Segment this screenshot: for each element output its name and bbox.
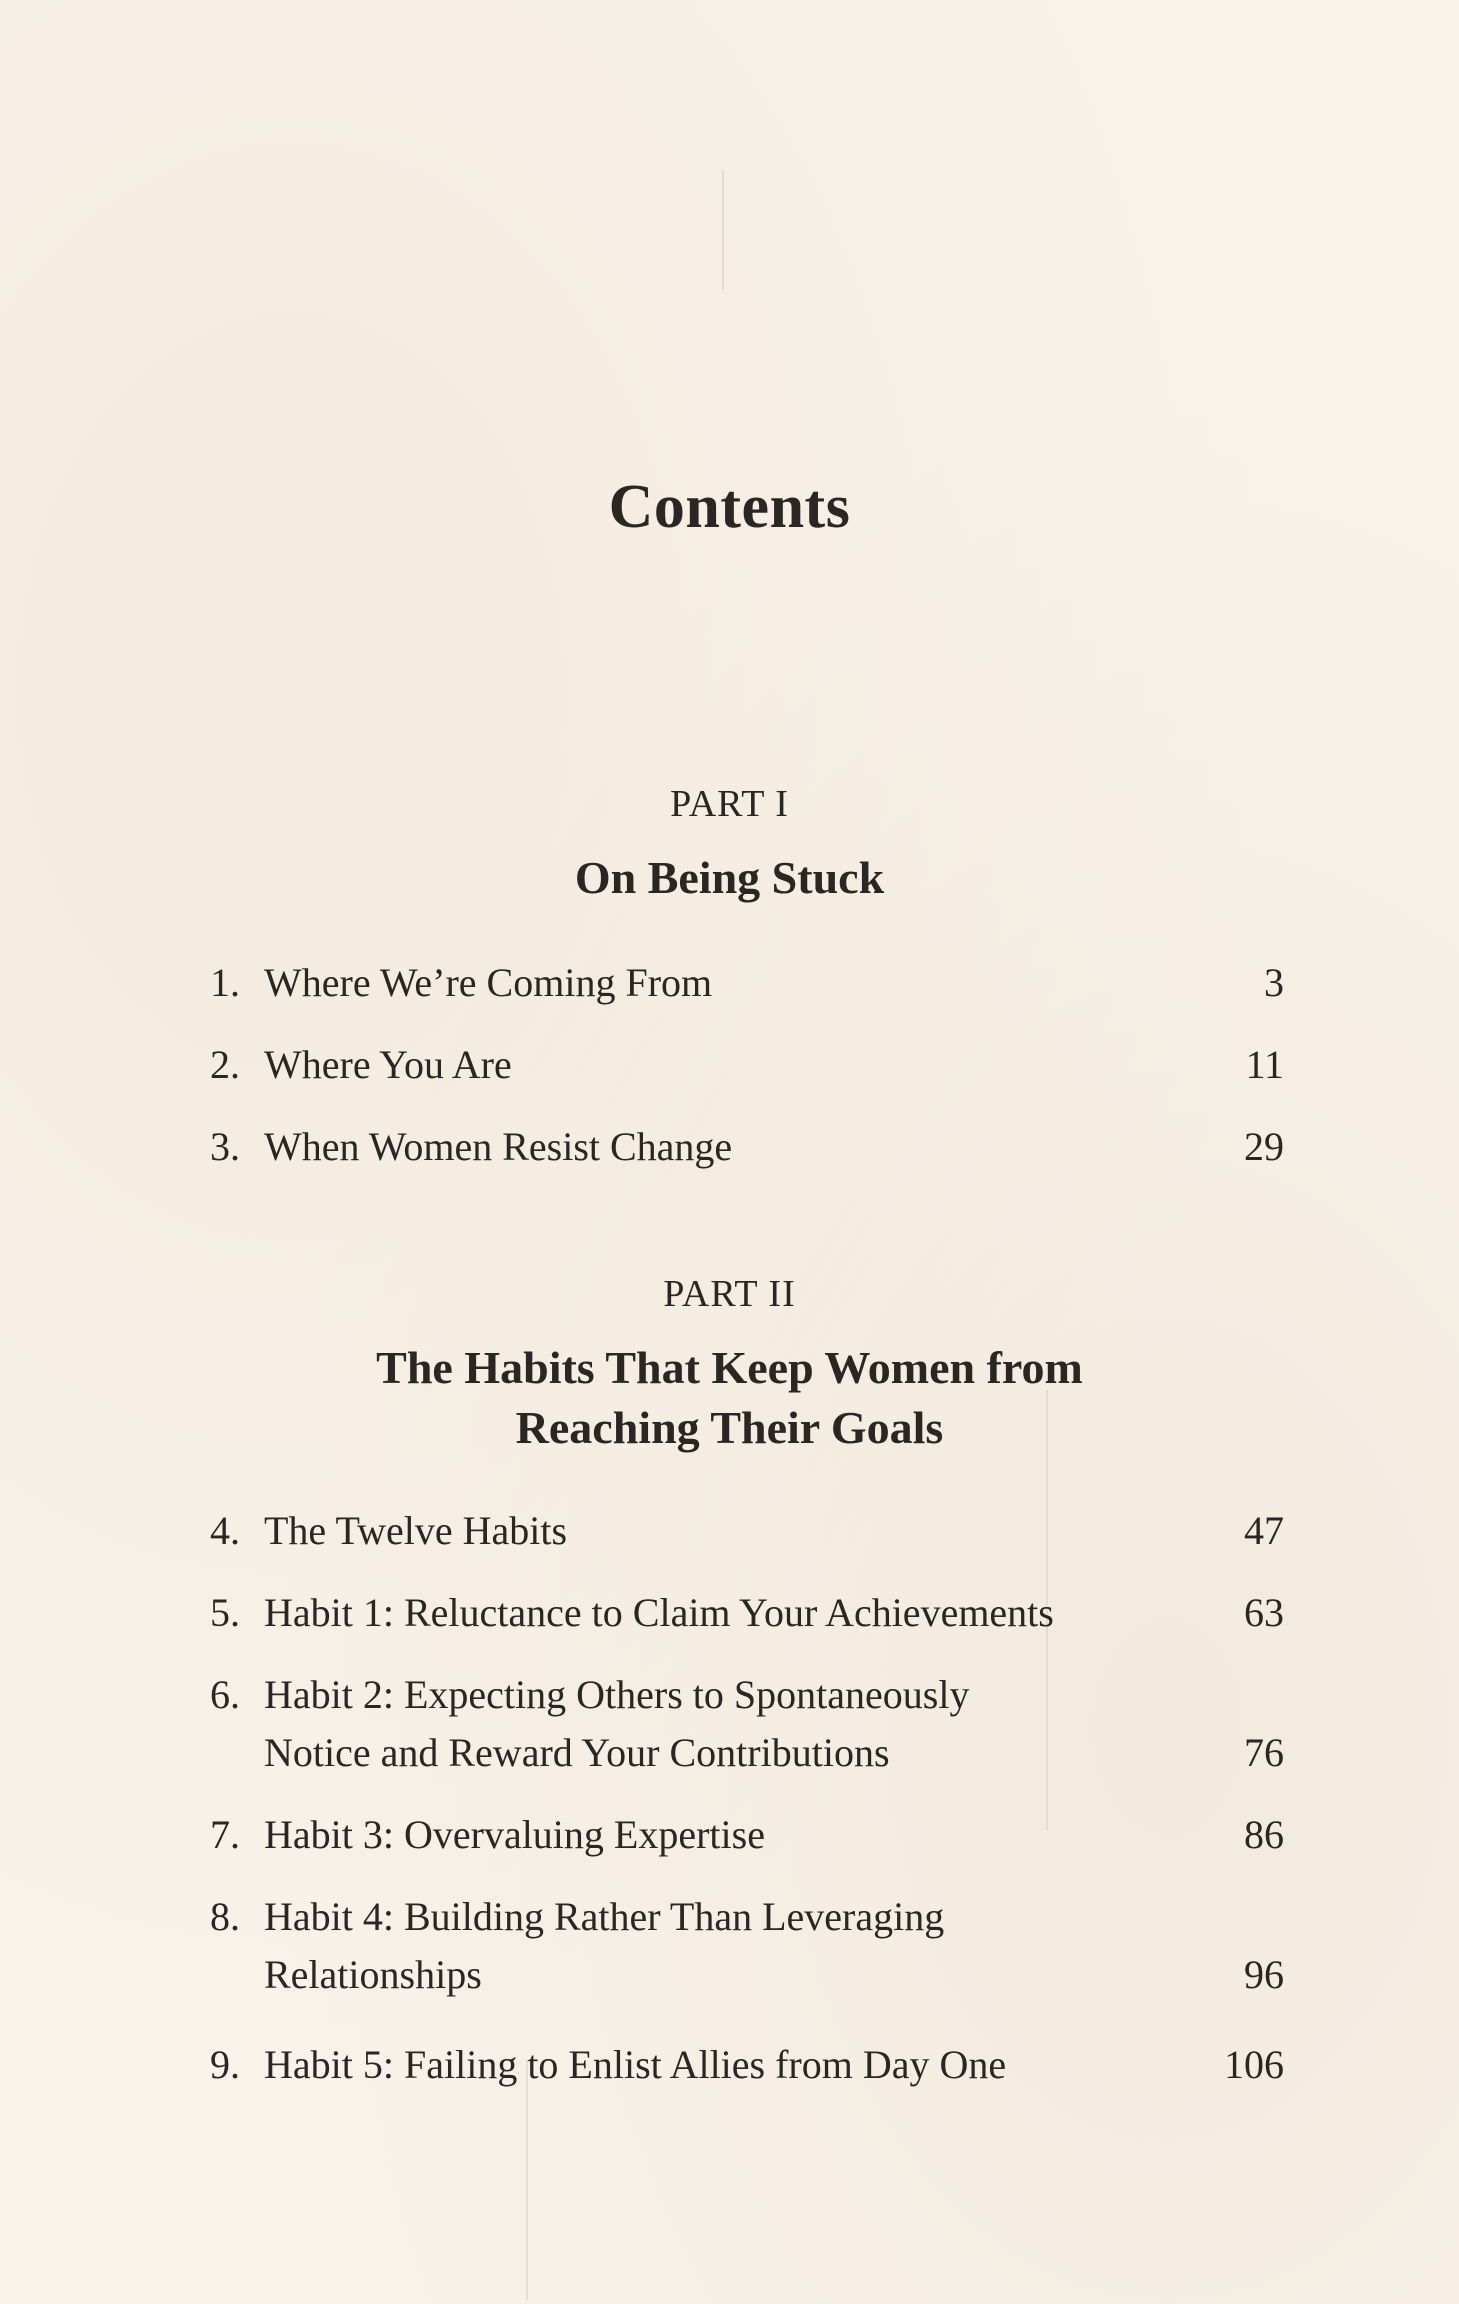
part-title-line: The Habits That Keep Women from xyxy=(376,1342,1083,1393)
chapter-number: 6. xyxy=(210,1672,240,1717)
chapter-title-line: Relationships xyxy=(264,1952,482,1997)
part-title xyxy=(0,848,1459,908)
page-number: 63 xyxy=(1244,1590,1284,1635)
chapter-title xyxy=(264,1036,1164,1094)
chapter-title-line: Habit 5: Failing to Enlist Allies from Day One xyxy=(264,2042,1007,2087)
page-number: 76 xyxy=(1244,1730,1284,1775)
part-title-line: On Being Stuck xyxy=(574,852,885,903)
page-number: 29 xyxy=(1244,1124,1284,1169)
chapter-title-line: Where You Are xyxy=(264,1042,512,1087)
page-number: 47 xyxy=(1244,1508,1284,1553)
part-label: PART II xyxy=(663,1273,796,1315)
chapter-title xyxy=(264,1118,1164,1176)
chapter-title xyxy=(264,1666,1164,1782)
chapter-title-line: When Women Resist Change xyxy=(264,1124,733,1169)
chapter-title-line: Habit 2: Expecting Others to Spontaneously xyxy=(264,1672,970,1717)
chapter-number: 8. xyxy=(210,1894,240,1939)
chapter-title xyxy=(264,1584,1164,1642)
page-number: 106 xyxy=(1224,2042,1284,2087)
chapter-title xyxy=(264,1888,1164,2004)
page-number: 96 xyxy=(1244,1952,1284,1997)
page-number: 3 xyxy=(1264,960,1284,1005)
chapter-title-line: Habit 1: Reluctance to Claim Your Achievements xyxy=(264,1590,1054,1635)
chapter-title-line: Notice and Reward Your Contributions xyxy=(264,1730,890,1775)
chapter-title xyxy=(264,954,1164,1012)
page-number: 11 xyxy=(1245,1042,1284,1087)
chapter-number: 4. xyxy=(210,1508,240,1553)
page-crease-mark xyxy=(722,170,724,290)
chapter-number: 2. xyxy=(210,1042,240,1087)
chapter-title xyxy=(264,1806,1164,1864)
part-label: PART I xyxy=(670,783,789,825)
chapter-title-line: Habit 4: Building Rather Than Leveraging xyxy=(264,1894,945,1939)
chapter-title xyxy=(264,2036,1164,2094)
chapter-title-line: The Twelve Habits xyxy=(264,1508,568,1553)
chapter-title xyxy=(264,1502,1164,1560)
chapter-number: 5. xyxy=(210,1590,240,1635)
chapter-title-line: Where We’re Coming From xyxy=(264,960,713,1005)
part-title-line: Reaching Their Goals xyxy=(515,1402,944,1453)
chapter-number: 1. xyxy=(210,960,240,1005)
chapter-number: 9. xyxy=(210,2042,240,2087)
page-title: Contents xyxy=(608,473,851,541)
chapter-title-line: Habit 3: Overvaluing Expertise xyxy=(264,1812,765,1857)
part-title xyxy=(0,1338,1459,1458)
page-number: 86 xyxy=(1244,1812,1284,1857)
chapter-number: 7. xyxy=(210,1812,240,1857)
chapter-number: 3. xyxy=(210,1124,240,1169)
page-crease-mark xyxy=(526,2060,528,2300)
